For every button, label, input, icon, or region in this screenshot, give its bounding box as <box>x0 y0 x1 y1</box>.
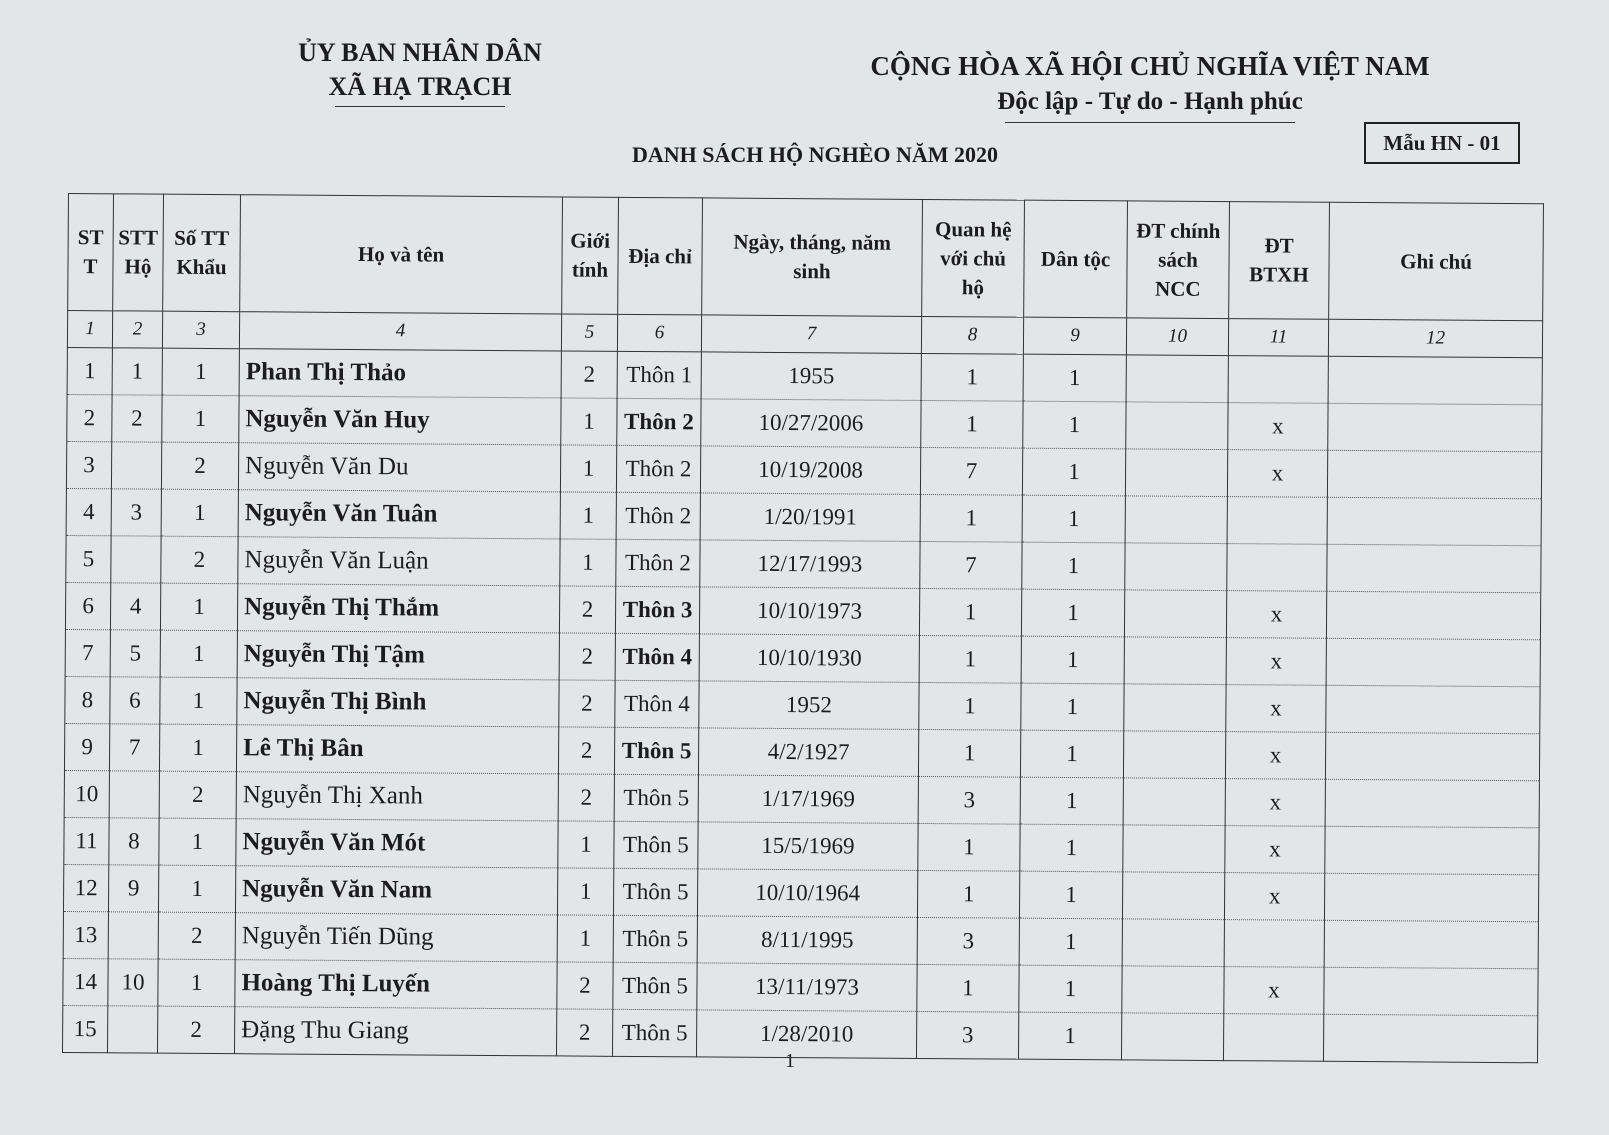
cell-birth-date: 10/19/2008 <box>700 446 920 495</box>
national-heading <box>860 48 1440 123</box>
cell-relation: 1 <box>918 729 1020 777</box>
column-number: 8 <box>921 316 1023 354</box>
cell-birth-date: 10/10/1964 <box>697 869 917 918</box>
cell-full-name: Nguyễn Thị Xanh <box>236 772 558 821</box>
cell-ncc-policy <box>1122 919 1224 967</box>
cell-household-no: 2 <box>112 395 162 442</box>
cell-stt: 9 <box>64 723 109 770</box>
cell-relation: 1 <box>921 353 1023 401</box>
cell-stt: 11 <box>64 817 109 864</box>
cell-stt: 8 <box>65 676 110 723</box>
cell-note <box>1326 685 1540 733</box>
cell-member-no: 2 <box>158 912 235 960</box>
cell-member-no: 1 <box>162 395 239 443</box>
cell-gender: 1 <box>560 492 616 539</box>
cell-gender: 2 <box>556 1009 612 1056</box>
cell-note <box>1324 920 1538 968</box>
cell-household-no: 3 <box>111 489 161 536</box>
table-body <box>62 347 1542 1062</box>
cell-note <box>1325 826 1539 874</box>
cell-full-name: Nguyễn Văn Huy <box>239 396 561 445</box>
cell-member-no: 2 <box>159 771 236 819</box>
cell-birth-date: 1/28/2010 <box>696 1010 916 1059</box>
cell-relation: 7 <box>920 447 1022 495</box>
cell-gender: 2 <box>558 727 614 774</box>
column-header: Địa chỉ <box>618 197 703 315</box>
motto-underline <box>1005 122 1295 123</box>
cell-address: Thôn 1 <box>617 351 701 399</box>
cell-member-no: 1 <box>159 724 236 772</box>
cell-full-name: Nguyễn Văn Mót <box>236 819 558 868</box>
cell-household-no: 7 <box>109 724 159 771</box>
cell-ethnicity: 1 <box>1022 495 1125 543</box>
cell-household-no: 4 <box>110 583 160 630</box>
cell-stt: 14 <box>63 958 108 1005</box>
cell-ncc-policy <box>1123 731 1225 779</box>
cell-birth-date: 4/2/1927 <box>698 728 918 777</box>
cell-stt: 10 <box>64 770 109 817</box>
cell-gender: 2 <box>557 962 613 1009</box>
document-title: DANH SÁCH HỘ NGHÈO NĂM 2020 <box>631 142 999 167</box>
table-row <box>62 1005 1537 1062</box>
cell-household-no <box>109 771 159 818</box>
cell-btxh: x <box>1225 732 1325 780</box>
cell-address: Thôn 4 <box>615 633 699 681</box>
cell-member-no: 1 <box>158 959 235 1007</box>
cell-full-name: Nguyễn Thị Thắm <box>237 584 559 633</box>
cell-gender: 2 <box>558 774 614 821</box>
authority-line-1: ỦY BAN NHÂN DÂN <box>298 38 542 67</box>
cell-member-no: 1 <box>160 677 237 725</box>
cell-birth-date: 1955 <box>701 352 921 401</box>
cell-note <box>1328 403 1542 451</box>
cell-ethnicity: 1 <box>1019 871 1122 919</box>
cell-ncc-policy <box>1124 590 1226 638</box>
cell-btxh: x <box>1226 591 1326 639</box>
cell-relation: 1 <box>917 964 1019 1012</box>
column-header: Giới tính <box>562 197 619 314</box>
cell-ncc-policy <box>1125 543 1227 591</box>
cell-ncc-policy <box>1124 684 1226 732</box>
cell-stt: 4 <box>66 488 111 535</box>
cell-relation: 1 <box>917 870 1019 918</box>
cell-full-name: Nguyễn Thị Tậm <box>237 631 559 680</box>
authority-underline <box>335 106 505 107</box>
cell-note <box>1328 356 1542 404</box>
cell-full-name: Nguyễn Văn Du <box>238 443 560 492</box>
cell-note <box>1323 1014 1537 1062</box>
cell-ethnicity: 1 <box>1018 1012 1121 1060</box>
cell-household-no: 8 <box>109 818 159 865</box>
cell-birth-date: 1952 <box>699 681 919 730</box>
cell-full-name: Nguyễn Văn Tuân <box>238 490 560 539</box>
cell-full-name: Nguyễn Văn Nam <box>235 866 557 915</box>
cell-relation: 1 <box>921 400 1023 448</box>
column-number: 10 <box>1126 318 1228 356</box>
column-number: 7 <box>701 315 921 354</box>
column-number: 1 <box>67 311 112 348</box>
cell-household-no <box>108 912 158 959</box>
cell-member-no: 1 <box>159 818 236 866</box>
cell-ncc-policy <box>1122 872 1224 920</box>
authority-line-2: XÃ HẠ TRẠCH <box>328 72 512 101</box>
poor-households-table <box>62 193 1543 1063</box>
issuing-authority <box>270 36 570 107</box>
cell-address: Thôn 5 <box>614 821 698 869</box>
cell-stt: 6 <box>65 582 110 629</box>
cell-ethnicity: 1 <box>1020 730 1123 778</box>
cell-household-no: 9 <box>108 865 158 912</box>
column-header: Ghi chú <box>1329 202 1544 320</box>
cell-member-no: 1 <box>160 583 237 631</box>
cell-address: Thôn 5 <box>614 727 698 775</box>
cell-btxh <box>1227 544 1327 592</box>
cell-ethnicity: 1 <box>1020 824 1123 872</box>
column-header: Ngày, tháng, năm sinh <box>702 198 923 317</box>
cell-ethnicity: 1 <box>1019 918 1122 966</box>
cell-stt: 1 <box>67 347 112 394</box>
cell-btxh <box>1228 356 1328 404</box>
cell-stt: 15 <box>62 1005 107 1052</box>
cell-gender: 1 <box>561 398 617 445</box>
cell-member-no: 1 <box>160 630 237 678</box>
cell-ncc-policy <box>1123 825 1225 873</box>
cell-full-name: Nguyễn Thị Bình <box>237 678 559 727</box>
cell-ethnicity: 1 <box>1023 401 1126 449</box>
form-code-box: Mẫu HN - 01 <box>1364 122 1520 164</box>
cell-gender: 1 <box>560 539 616 586</box>
cell-ethnicity: 1 <box>1021 589 1124 637</box>
cell-full-name: Đặng Thu Giang <box>234 1007 556 1056</box>
cell-stt: 13 <box>63 911 108 958</box>
cell-full-name: Nguyễn Văn Luận <box>238 537 560 586</box>
cell-relation: 1 <box>919 635 1021 683</box>
cell-household-no: 1 <box>112 348 162 395</box>
cell-btxh: x <box>1225 826 1325 874</box>
table-header-row <box>68 194 1544 321</box>
cell-birth-date: 10/27/2006 <box>701 399 921 448</box>
cell-ncc-policy <box>1123 778 1225 826</box>
column-header: Họ và tên <box>240 195 563 314</box>
cell-address: Thôn 5 <box>614 774 698 822</box>
cell-stt: 3 <box>66 441 111 488</box>
cell-note <box>1326 591 1540 639</box>
cell-birth-date: 8/11/1995 <box>697 916 917 965</box>
cell-household-no <box>111 536 161 583</box>
cell-ethnicity: 1 <box>1021 636 1124 684</box>
cell-member-no: 2 <box>161 536 238 584</box>
cell-birth-date: 1/20/1991 <box>700 493 920 542</box>
cell-note <box>1325 732 1539 780</box>
cell-ncc-policy <box>1124 637 1226 685</box>
cell-relation: 1 <box>919 588 1021 636</box>
column-header: ST T <box>68 194 114 311</box>
column-header: Dân tộc <box>1024 200 1128 318</box>
column-number: 4 <box>239 312 561 351</box>
cell-stt: 12 <box>63 864 108 911</box>
cell-gender: 1 <box>560 445 616 492</box>
cell-gender: 2 <box>559 680 615 727</box>
cell-ncc-policy <box>1121 1013 1223 1061</box>
cell-birth-date: 13/11/1973 <box>697 963 917 1012</box>
cell-full-name: Hoàng Thị Luyến <box>235 960 557 1009</box>
cell-ethnicity: 1 <box>1022 448 1125 496</box>
cell-relation: 1 <box>919 682 1021 730</box>
cell-relation: 3 <box>917 917 1019 965</box>
cell-btxh: x <box>1227 450 1327 498</box>
cell-ncc-policy <box>1122 966 1224 1014</box>
cell-gender: 2 <box>561 351 617 398</box>
cell-full-name: Lê Thị Bân <box>236 725 558 774</box>
cell-member-no: 2 <box>157 1006 234 1054</box>
cell-member-no: 1 <box>162 348 239 396</box>
cell-birth-date: 15/5/1969 <box>698 822 918 871</box>
cell-birth-date: 12/17/1993 <box>700 540 920 589</box>
cell-household-no <box>111 442 161 489</box>
cell-ncc-policy <box>1125 449 1227 497</box>
cell-household-no: 10 <box>108 959 158 1006</box>
cell-member-no: 1 <box>161 489 238 537</box>
cell-birth-date: 1/17/1969 <box>698 775 918 824</box>
cell-btxh <box>1223 1014 1323 1062</box>
cell-stt: 2 <box>67 394 112 441</box>
cell-ethnicity: 1 <box>1021 683 1124 731</box>
cell-household-no <box>107 1006 157 1053</box>
cell-gender: 1 <box>557 915 613 962</box>
cell-member-no: 2 <box>161 442 238 490</box>
cell-stt: 5 <box>66 535 111 582</box>
cell-address: Thôn 5 <box>613 962 697 1010</box>
column-header: ĐT BTXH <box>1229 202 1330 320</box>
column-header: Số TT Khẩu <box>163 194 241 312</box>
cell-relation: 1 <box>918 823 1020 871</box>
cell-full-name: Nguyễn Tiến Dũng <box>235 913 557 962</box>
column-number: 5 <box>561 314 617 351</box>
nation-motto: Độc lập - Tự do - Hạnh phúc <box>997 88 1303 115</box>
cell-btxh: x <box>1226 685 1326 733</box>
nation-name: CỘNG HÒA XÃ HỘI CHỦ NGHĨA VIỆT NAM <box>870 51 1430 81</box>
column-number: 11 <box>1228 319 1328 357</box>
cell-note <box>1327 544 1541 592</box>
cell-ethnicity: 1 <box>1019 965 1122 1013</box>
cell-relation: 7 <box>920 541 1022 589</box>
cell-btxh <box>1227 497 1327 545</box>
column-header: Quan hệ với chủ hộ <box>922 199 1025 317</box>
cell-address: Thôn 5 <box>613 915 697 963</box>
cell-btxh <box>1224 920 1324 968</box>
cell-household-no: 5 <box>110 630 160 677</box>
cell-gender: 2 <box>559 586 615 633</box>
cell-btxh: x <box>1228 403 1328 451</box>
cell-btxh: x <box>1226 638 1326 686</box>
cell-address: Thôn 2 <box>616 492 700 540</box>
cell-gender: 2 <box>559 633 615 680</box>
cell-note <box>1327 497 1541 545</box>
cell-note <box>1326 638 1540 686</box>
column-header: STT Hộ <box>113 194 164 311</box>
cell-note <box>1325 779 1539 827</box>
column-header: ĐT chính sách NCC <box>1127 201 1230 319</box>
cell-birth-date: 10/10/1973 <box>699 587 919 636</box>
cell-ethnicity: 1 <box>1022 542 1125 590</box>
cell-gender: 1 <box>557 868 613 915</box>
cell-note <box>1327 450 1541 498</box>
cell-ncc-policy <box>1125 496 1227 544</box>
column-number: 3 <box>162 311 239 349</box>
cell-full-name: Phan Thị Thảo <box>239 349 561 398</box>
cell-gender: 1 <box>558 821 614 868</box>
cell-address: Thôn 3 <box>615 586 699 634</box>
cell-ethnicity: 1 <box>1020 777 1123 825</box>
column-number: 9 <box>1023 317 1126 355</box>
cell-address: Thôn 4 <box>615 680 699 728</box>
cell-note <box>1324 873 1538 921</box>
cell-relation: 3 <box>916 1011 1018 1059</box>
cell-ncc-policy <box>1126 355 1228 403</box>
page-number: 1 <box>785 1050 795 1072</box>
cell-relation: 1 <box>920 494 1022 542</box>
cell-relation: 3 <box>918 776 1020 824</box>
column-number: 2 <box>112 311 162 348</box>
cell-birth-date: 10/10/1930 <box>699 634 919 683</box>
column-number: 12 <box>1328 319 1542 357</box>
cell-btxh: x <box>1225 779 1325 827</box>
cell-address: Thôn 5 <box>612 1009 696 1057</box>
cell-address: Thôn 2 <box>617 398 701 446</box>
cell-btxh: x <box>1224 967 1324 1015</box>
cell-address: Thôn 2 <box>616 539 700 587</box>
cell-address: Thôn 5 <box>613 868 697 916</box>
cell-stt: 7 <box>65 629 110 676</box>
cell-household-no: 6 <box>110 677 160 724</box>
cell-ncc-policy <box>1126 402 1228 450</box>
cell-ethnicity: 1 <box>1023 354 1126 402</box>
cell-address: Thôn 2 <box>616 445 700 493</box>
cell-member-no: 1 <box>158 865 235 913</box>
column-number: 6 <box>617 314 701 352</box>
cell-note <box>1324 967 1538 1015</box>
cell-btxh: x <box>1224 873 1324 921</box>
